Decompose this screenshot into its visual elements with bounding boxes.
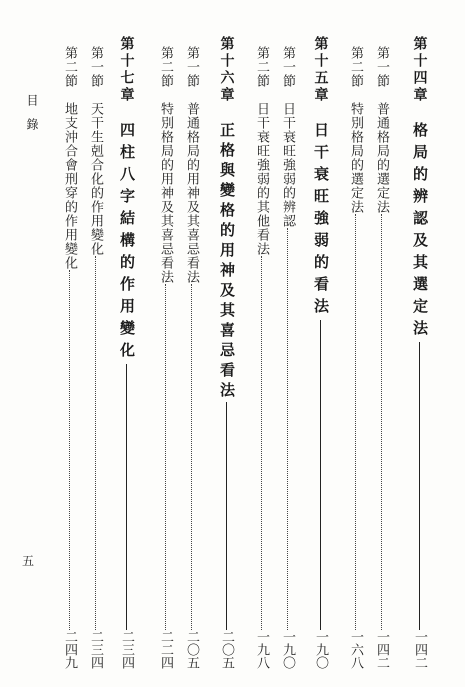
section-label: 第二節 [158, 46, 173, 88]
leader-rule [419, 342, 420, 630]
toc-section-16-1[interactable] [185, 46, 198, 669]
page-number: 一九〇 [280, 630, 295, 669]
chapter-title: 格局的辨認及其選定法 [411, 122, 429, 342]
leader-dots [69, 270, 70, 630]
page-number: 一四二 [374, 630, 389, 669]
section-title: 日干衰旺強弱的辨認 [280, 102, 295, 228]
section-label: 第二節 [254, 46, 269, 88]
leader-dots [191, 284, 192, 630]
page-number: 二二四 [158, 630, 173, 669]
section-label: 第一節 [280, 46, 295, 88]
page-header-title: 目錄 [25, 94, 39, 142]
leader-dots [95, 256, 96, 630]
section-title: 日干衰旺強弱的其他看法 [254, 102, 269, 256]
leader-dots [261, 256, 262, 630]
toc-section-17-2[interactable] [63, 46, 76, 669]
section-title: 普通格局的選定法 [374, 102, 389, 214]
leader-rule [126, 364, 127, 630]
toc-section-15-1[interactable] [281, 46, 294, 669]
section-title: 天干生剋合化的作用變化 [88, 102, 103, 256]
toc-section-16-2[interactable] [159, 46, 172, 669]
page-number: 一六八 [348, 630, 363, 669]
chapter-label: 第十七章 [118, 36, 135, 104]
section-label: 第二節 [62, 46, 77, 88]
section-title: 特別格局的選定法 [348, 102, 363, 214]
section-title: 普通格局的用神及其喜忌看法 [184, 102, 199, 284]
toc-chapter-14[interactable] [412, 36, 427, 669]
section-label: 第一節 [374, 46, 389, 88]
page-number: 二〇五 [184, 630, 199, 669]
page-number: 二三四 [119, 630, 134, 669]
section-label: 第二節 [348, 46, 363, 88]
chapter-label: 第十四章 [411, 36, 428, 104]
chapter-title: 日干衰旺強弱的看法 [312, 122, 330, 320]
page-number: 二四九 [62, 630, 77, 669]
toc-section-14-1[interactable] [375, 46, 388, 669]
page-number: 一九〇 [313, 630, 328, 669]
leader-rule [226, 402, 227, 630]
page-number: 二三四 [88, 630, 103, 669]
toc-chapter-15[interactable] [313, 36, 328, 669]
page-number: 一四二 [412, 630, 427, 669]
toc-chapter-17[interactable] [119, 36, 134, 669]
chapter-title: 四柱八字結構的作用變化 [118, 122, 136, 364]
chapter-label: 第十五章 [312, 36, 329, 104]
chapter-label: 第十六章 [218, 36, 235, 104]
toc-section-17-1[interactable] [89, 46, 102, 669]
leader-dots [381, 214, 382, 630]
leader-dots [287, 228, 288, 630]
leader-dots [165, 284, 166, 630]
toc-section-15-2[interactable] [255, 46, 268, 669]
leader-dots [355, 214, 356, 630]
page-number: 一九八 [254, 630, 269, 669]
section-title: 地支沖合會刑穿的作用變化 [62, 102, 77, 270]
page-number: 二〇五 [219, 630, 234, 669]
section-label: 第一節 [88, 46, 103, 88]
toc-section-14-2[interactable] [349, 46, 362, 669]
section-title: 特別格局的用神及其喜忌看法 [158, 102, 173, 284]
page-folio-number: 五 [22, 554, 35, 568]
leader-rule [320, 320, 321, 630]
section-label: 第一節 [184, 46, 199, 88]
toc-chapter-16[interactable] [219, 36, 234, 669]
chapter-title: 正格與變格的用神及其喜忌看法 [218, 122, 236, 402]
